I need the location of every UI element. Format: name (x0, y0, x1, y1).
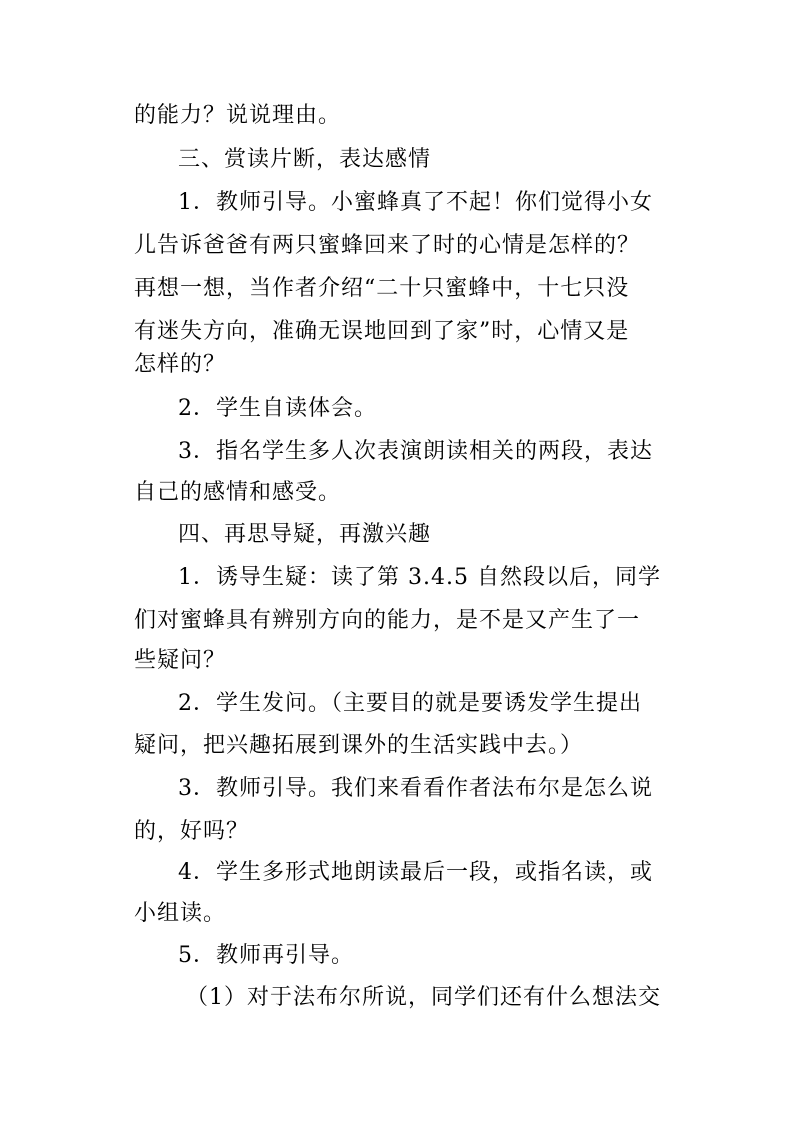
paragraph-line: 们对蜜蜂具有辨别方向的能力，是不是又产生了一 (134, 608, 641, 633)
paragraph-line: 疑问，把兴趣拓展到课外的生活实践中去。） (134, 733, 584, 758)
section-heading: 三、赏读片断，表达感情 (178, 147, 432, 172)
paragraph-line: 的能力？说说理由。 (134, 103, 342, 128)
paragraph-line: 小组读。 (134, 901, 227, 926)
section-heading: 四、再思导疑，再激兴趣 (178, 522, 432, 547)
paragraph-line: 3．指名学生多人次表演朗读相关的两段，表达 (178, 439, 653, 464)
paragraph-line: 2．学生发问。（主要目的就是要诱发学生提出 (178, 691, 642, 716)
paragraph-line: 5．教师再引导。 (178, 943, 354, 968)
paragraph-line: 4．学生多形式地朗读最后一段，或指名读，或 (178, 860, 653, 885)
paragraph-line: 再想一想，当作者介绍“二十只蜜蜂中，十七只没 (134, 276, 630, 301)
paragraph-line: 儿告诉爸爸有两只蜜蜂回来了时的心情是怎样的？ (134, 233, 641, 258)
paragraph-line: 1．教师引导。小蜜蜂真了不起！你们觉得小女 (178, 190, 653, 215)
paragraph-line: 自己的感情和感受。 (134, 480, 342, 505)
paragraph-line: 有迷失方向，准确无误地回到了家”时，心情又是 (134, 319, 630, 344)
paragraph-line: （1）对于法布尔所说，同学们还有什么想法交 (186, 985, 661, 1010)
paragraph-line: 2．学生自读体会。 (178, 396, 377, 421)
paragraph-line: 怎样的？ (134, 352, 227, 377)
paragraph-line: 3．教师引导。我们来看看作者法布尔是怎么说 (178, 776, 653, 801)
paragraph-line: 1．诱导生疑：读了第 3.4.5 自然段以后，同学 (178, 565, 661, 590)
paragraph-line: 的，好吗？ (134, 819, 250, 844)
paragraph-line: 些疑问？ (134, 648, 227, 673)
